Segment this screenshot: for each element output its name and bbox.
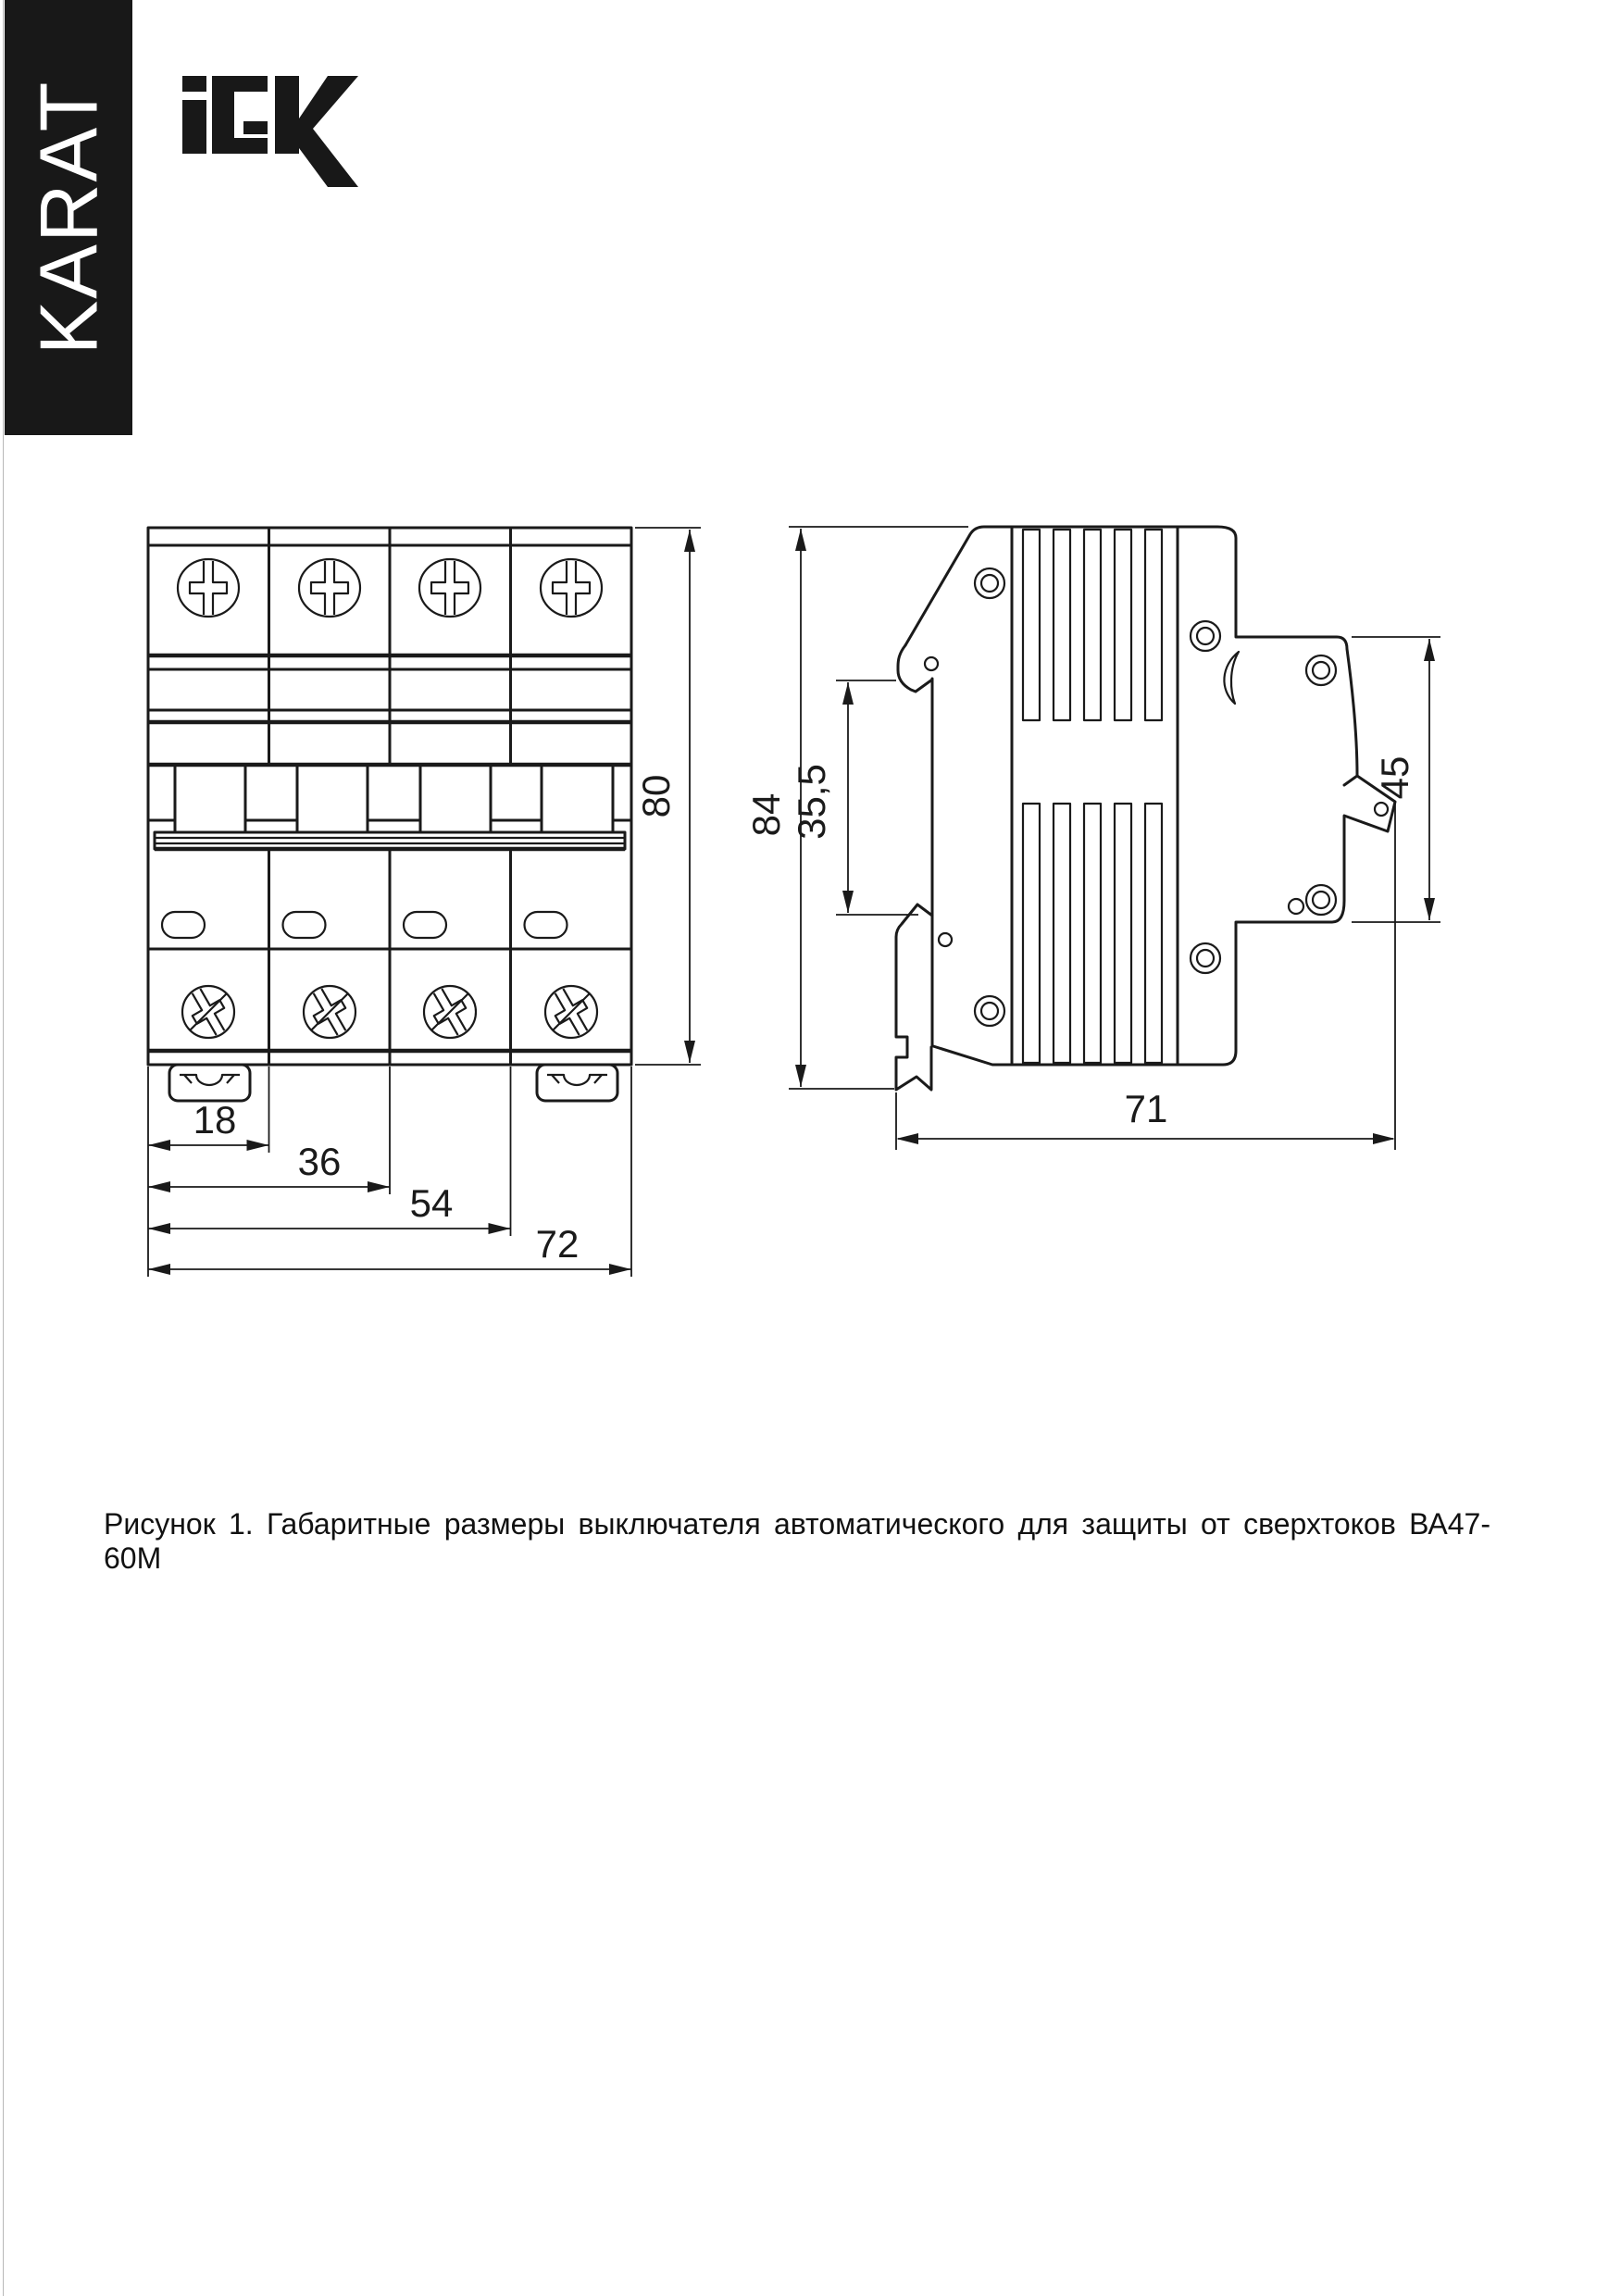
latch-edge [1344, 776, 1357, 785]
din-clip-lower [896, 905, 932, 1090]
vent-slots-top [1023, 530, 1162, 720]
dim-label-72: 72 [535, 1222, 580, 1266]
breaker-side-outline [905, 527, 1395, 1065]
pole-dividers [269, 528, 511, 1065]
dimension-84 [744, 527, 968, 1089]
marking-windows [162, 912, 567, 938]
karat-banner [5, 0, 132, 435]
phillips-screw-icon [541, 559, 602, 617]
din-clip [537, 1065, 617, 1101]
figure-caption: Рисунок 1. Габаритные размеры выключателя автоматического для защиты от сверхтоков ВА47-60М [104, 1507, 1490, 1575]
dim-label-54: 54 [409, 1181, 454, 1225]
side-view-drawing [741, 500, 1472, 1167]
dimension-widths [148, 1067, 631, 1277]
karat-label: KARAT [22, 80, 115, 356]
toggle-handles [148, 765, 631, 832]
iek-logo [182, 76, 358, 187]
dim-label-18: 18 [193, 1098, 237, 1142]
iek-letter-k [275, 76, 358, 187]
dim-label-71: 71 [1124, 1087, 1168, 1130]
din-clip [169, 1065, 250, 1101]
phillips-screw-icon [299, 559, 360, 617]
iek-letter-e [212, 76, 268, 154]
dim-label-45: 45 [1373, 755, 1416, 800]
phillips-screw-icon [178, 559, 239, 617]
dim-label-80: 80 [634, 774, 678, 818]
combi-screw-icon [304, 983, 355, 1041]
dim-label-84: 84 [744, 792, 788, 837]
combi-screw-icon [182, 983, 234, 1041]
latch-hole [1375, 803, 1388, 816]
phillips-screw-icon [419, 559, 480, 617]
vent-slots-bottom [1023, 804, 1162, 1063]
front-view-drawing [93, 481, 741, 1324]
combi-screw-icon [424, 983, 476, 1041]
combi-screw-icon [545, 983, 597, 1041]
dimension-80 [634, 528, 701, 1065]
case-crescent-slot [1224, 652, 1239, 704]
iek-letter-i [182, 76, 206, 154]
page-edge-line [3, 0, 4, 2296]
dimension-35-5 [790, 680, 918, 915]
toggle-tie-bar [155, 832, 625, 849]
dim-label-36: 36 [297, 1140, 342, 1183]
dim-label-35-5: 35,5 [790, 764, 833, 840]
